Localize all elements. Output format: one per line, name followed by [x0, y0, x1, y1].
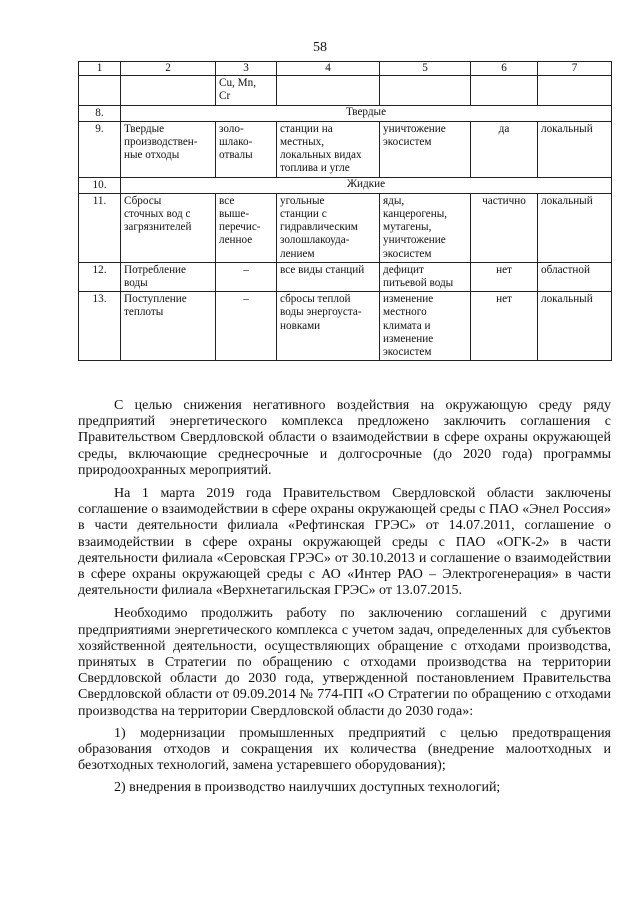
table-cell	[380, 76, 471, 105]
paragraph: Необходимо продолжить работу по заключению соглашений с другими предприятиями энергетического комплекса с учетом задач, определенных для субъектов хозяйственной деятельности, осуществляющих обращение с отходами производства, принятых в Стратегии по обращению с отходами производства на территории Свердловской области до 2030 года, утвержденной постановлением Правительства Свердловской области от 09.09.2014 № 774-ПП «О Стратегии по обращению с отходами производства на территории Свердловской области до 2030 года»:	[78, 606, 611, 719]
paragraph: С целью снижения негативного воздействия на окружающую среду ряду предприятий энергетического комплекса предложено заключить соглашения с Правительством Свердловской области о взаимодействии в сфере охраны окружающей среды, включающие среднесрочные и долгосрочные (до 2020 года) программы природоохранных мероприятий.	[78, 398, 611, 478]
table-cell: все выше- перечис- ленное	[216, 193, 277, 262]
impact-table	[78, 61, 612, 361]
table-row	[79, 76, 612, 105]
table-cell	[79, 76, 121, 105]
table-cell: Поступление теплоты	[121, 292, 216, 361]
section-label: Твердые	[121, 105, 612, 121]
column-header: 7	[538, 62, 612, 76]
table-section-row	[79, 177, 612, 193]
table-cell	[121, 76, 216, 105]
table-cell: угольные станции с гидравлическим золошлакоуда- лением	[277, 193, 380, 262]
table-cell: локальный	[538, 193, 612, 262]
table-cell: Твердые производствен- ные отходы	[121, 121, 216, 177]
table-cell: областной	[538, 262, 612, 291]
column-header: 4	[277, 62, 380, 76]
row-number: 10.	[79, 177, 121, 193]
table-cell: золо- шлако- отвалы	[216, 121, 277, 177]
column-header: 6	[471, 62, 538, 76]
body-text	[78, 398, 611, 797]
table-cell: 13.	[79, 292, 121, 361]
table-cell: 9.	[79, 121, 121, 177]
table-row	[79, 292, 612, 361]
table-cell: нет	[471, 262, 538, 291]
table-row	[79, 121, 612, 177]
table-cell: нет	[471, 292, 538, 361]
table-cell	[538, 76, 612, 105]
page-number: 58	[313, 40, 327, 55]
table-row	[79, 193, 612, 262]
table-section-row	[79, 105, 612, 121]
list-item: 2) внедрения в производство наилучших доступных технологий;	[114, 780, 501, 796]
table-cell	[471, 76, 538, 105]
table-cell: –	[216, 292, 277, 361]
table-cell: локальный	[538, 121, 612, 177]
table-cell: –	[216, 262, 277, 291]
column-header: 3	[216, 62, 277, 76]
table-cell: Сбросы сточных вод с загрязнителей	[121, 193, 216, 262]
table-cell: все виды станций	[277, 262, 380, 291]
list-item: 1) модернизации промышленных предприятий с целью предотвращения образования отходов и сокращения их количества (внедрение малоотходных и безотходных технологий, замена устаревшего оборудования);	[78, 725, 611, 774]
table-row	[79, 262, 612, 291]
column-header: 1	[79, 62, 121, 76]
table-cell: сбросы теплой воды энергоуста- новками	[277, 292, 380, 361]
table-cell: дефицит питьевой воды	[380, 262, 471, 291]
table-cell: частично	[471, 193, 538, 262]
table-cell: да	[471, 121, 538, 177]
table-cell: станции на местных, локальных видах топлива и угле	[277, 121, 380, 177]
row-number: 8.	[79, 105, 121, 121]
table-cell: Cu, Mn, Cr	[216, 76, 277, 105]
table-cell: локальный	[538, 292, 612, 361]
table-cell: яды, канцерогены, мутагены, уничтожение экосистем	[380, 193, 471, 262]
column-header: 5	[380, 62, 471, 76]
table-cell	[277, 76, 380, 105]
section-label: Жидкие	[121, 177, 612, 193]
table-cell: 11.	[79, 193, 121, 262]
table-cell: Потребление воды	[121, 262, 216, 291]
paragraph: На 1 марта 2019 года Правительством Свердловской области заключены соглашение о взаимодействии в сфере охраны окружающей среды с ПАО «Энел Россия» в части деятельности филиала «Рефтинская ГРЭС» от 14.07.2011, соглашение о взаимодействии в сфере охраны окружающей среды с ПАО «ОГК-2» в части деятельности филиала «Серовская ГРЭС» от 30.10.2013 и соглашение о взаимодействии в сфере охраны окружающей среды с АО «Интер РАО – Электрогенерация» в части деятельности филиала «Верхнетагильская ГРЭС» от 13.07.2015.	[78, 486, 611, 599]
table-cell: 12.	[79, 262, 121, 291]
column-header: 2	[121, 62, 216, 76]
table-header-row	[79, 62, 612, 76]
table-cell: изменение местного климата и изменение экосистем	[380, 292, 471, 361]
table-cell: уничтожение экосистем	[380, 121, 471, 177]
